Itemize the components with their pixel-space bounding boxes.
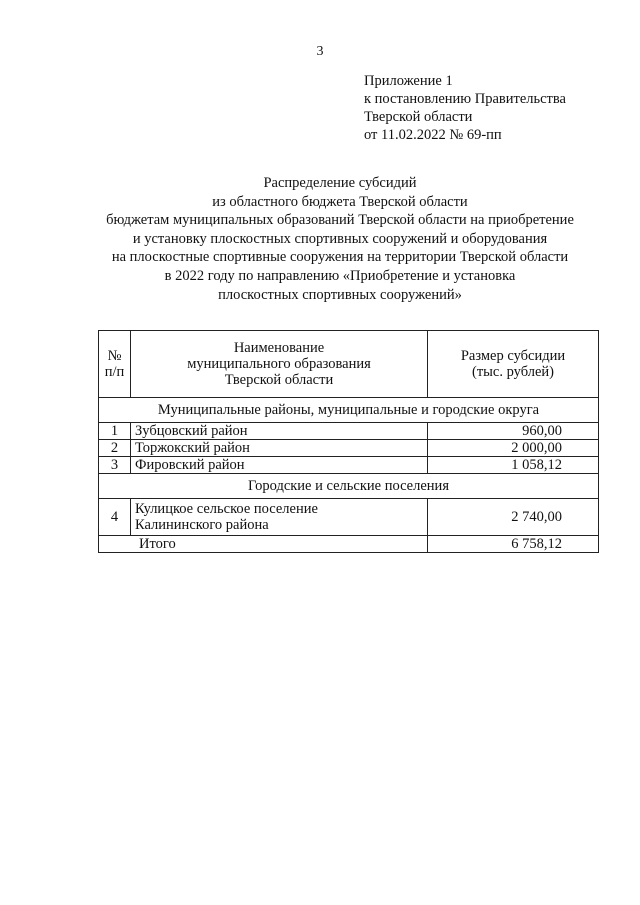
row-num: 3 xyxy=(99,457,131,474)
title-line: бюджетам муниципальных образований Тверской области на приобретение xyxy=(106,212,574,229)
title-line: в 2022 году по направлению «Приобретение и установка xyxy=(164,267,516,284)
row-name: Торжокский район xyxy=(131,440,428,457)
total-label: Итого xyxy=(99,536,428,553)
row-amount: 2 740,00 xyxy=(428,499,599,536)
header-name: Наименование муниципального образования Тверской области xyxy=(131,331,428,398)
title-line: из областного бюджета Тверской области xyxy=(212,193,468,210)
section-row xyxy=(99,474,599,499)
document-title xyxy=(60,174,620,304)
row-amount: 2 000,00 xyxy=(428,440,599,457)
subsidy-table xyxy=(98,330,599,553)
row-num: 2 xyxy=(99,440,131,457)
table-row xyxy=(99,457,599,474)
total-amount: 6 758,12 xyxy=(428,536,599,553)
title-line: плоскостных спортивных сооружений» xyxy=(218,286,462,303)
appendix-line: Тверской области xyxy=(364,109,473,125)
section-title: Муниципальные районы, муниципальные и городские округа xyxy=(99,398,599,423)
table-row xyxy=(99,423,599,440)
row-name: Кулицкое сельское поселение Калининского района xyxy=(131,499,428,536)
header-amount: Размер субсидии (тыс. рублей) xyxy=(428,331,599,398)
table-row xyxy=(99,499,599,536)
section-title: Городские и сельские поселения xyxy=(99,474,599,499)
page-number: 3 xyxy=(316,44,324,59)
appendix-line: от 11.02.2022 № 69-пп xyxy=(364,127,502,143)
row-amount: 1 058,12 xyxy=(428,457,599,474)
section-row xyxy=(99,398,599,423)
title-line: и установку плоскостных спортивных сооружений и оборудования xyxy=(132,230,548,247)
header-num: № п/п xyxy=(99,331,131,398)
appendix-line: к постановлению Правительства xyxy=(364,91,566,107)
row-name: Фировский район xyxy=(131,457,428,474)
table-header-row xyxy=(99,331,599,398)
appendix-line: Приложение 1 xyxy=(364,73,453,89)
row-num: 1 xyxy=(99,423,131,440)
table-row xyxy=(99,440,599,457)
title-line: Распределение субсидий xyxy=(263,175,417,191)
total-row xyxy=(99,536,599,553)
row-num: 4 xyxy=(99,499,131,536)
row-name: Зубцовский район xyxy=(131,423,428,440)
title-line: на плоскостные спортивные сооружения на территории Тверской области xyxy=(111,249,569,266)
row-amount: 960,00 xyxy=(428,423,599,440)
appendix-block xyxy=(364,72,566,144)
